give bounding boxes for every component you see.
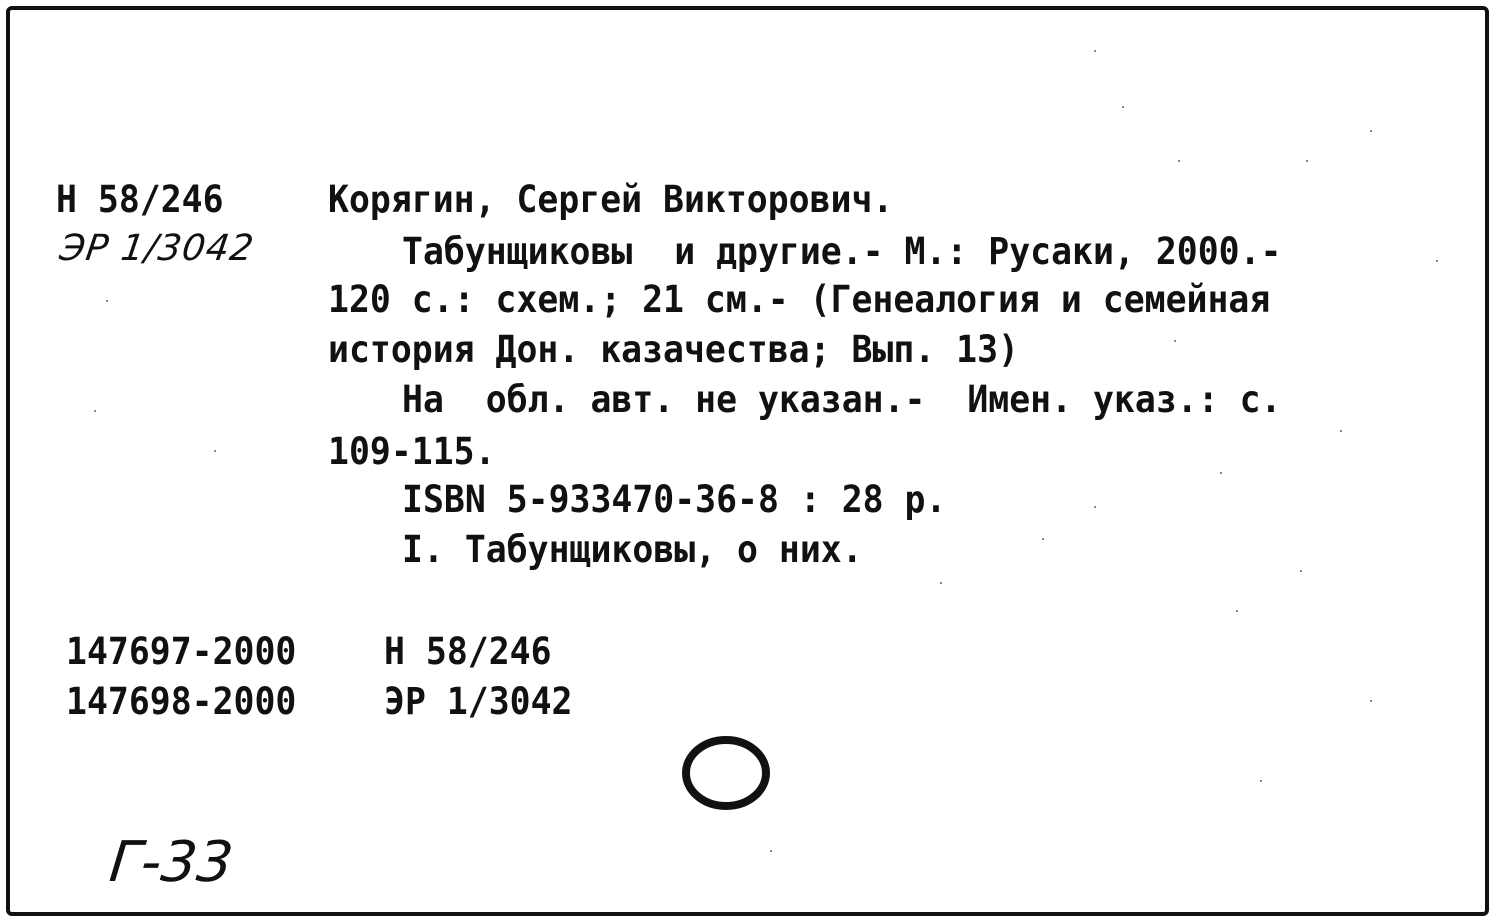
inventory-location-2: ЭР 1/3042 <box>384 680 573 723</box>
speckle <box>1300 570 1302 572</box>
isbn-line: ISBN 5-933470-36-8 : 28 р. <box>402 478 947 521</box>
speckle <box>94 410 96 412</box>
shelf-mark: Н 58/246 <box>56 178 224 221</box>
note-line-2: 109-115. <box>328 430 496 473</box>
speckle <box>1260 780 1262 782</box>
speckle <box>940 582 942 584</box>
catalog-card <box>6 6 1489 916</box>
author-heading: Корягин, Сергей Викторович. <box>328 178 894 221</box>
speckle <box>1094 506 1096 508</box>
speckle <box>1178 160 1180 162</box>
speckle <box>214 450 216 452</box>
speckle <box>1042 538 1044 540</box>
handwritten-code: Г-33 <box>106 830 237 895</box>
speckle <box>1174 340 1176 342</box>
subject-line: I. Табунщиковы, о них. <box>402 528 863 571</box>
speckle <box>1340 430 1342 432</box>
speckle <box>1094 50 1096 52</box>
speckle <box>1122 106 1124 108</box>
speckle <box>1220 472 1222 474</box>
speckle <box>1436 260 1438 262</box>
shelf-mark-handwritten: ЭР 1/3042 <box>57 228 257 269</box>
note-line-1: На обл. авт. не указан.- Имен. указ.: с. <box>402 378 1282 421</box>
speckle <box>1370 700 1372 702</box>
title-line-1: Табунщиковы и другие.- М.: Русаки, 2000.- <box>402 230 1282 273</box>
title-line-3: история Дон. казачества; Вып. 13) <box>328 328 1020 371</box>
speckle <box>770 850 772 852</box>
inventory-number-1: 147697-2000 <box>66 630 297 673</box>
inventory-number-2: 147698-2000 <box>66 680 297 723</box>
speckle <box>1236 610 1238 612</box>
inventory-location-1: Н 58/246 <box>384 630 552 673</box>
title-line-2: 120 с.: схем.; 21 см.- (Генеалогия и семейная <box>328 278 1271 321</box>
speckle <box>1306 160 1308 162</box>
speckle <box>106 300 108 302</box>
punch-hole-icon <box>680 734 772 812</box>
speckle <box>1370 130 1372 132</box>
